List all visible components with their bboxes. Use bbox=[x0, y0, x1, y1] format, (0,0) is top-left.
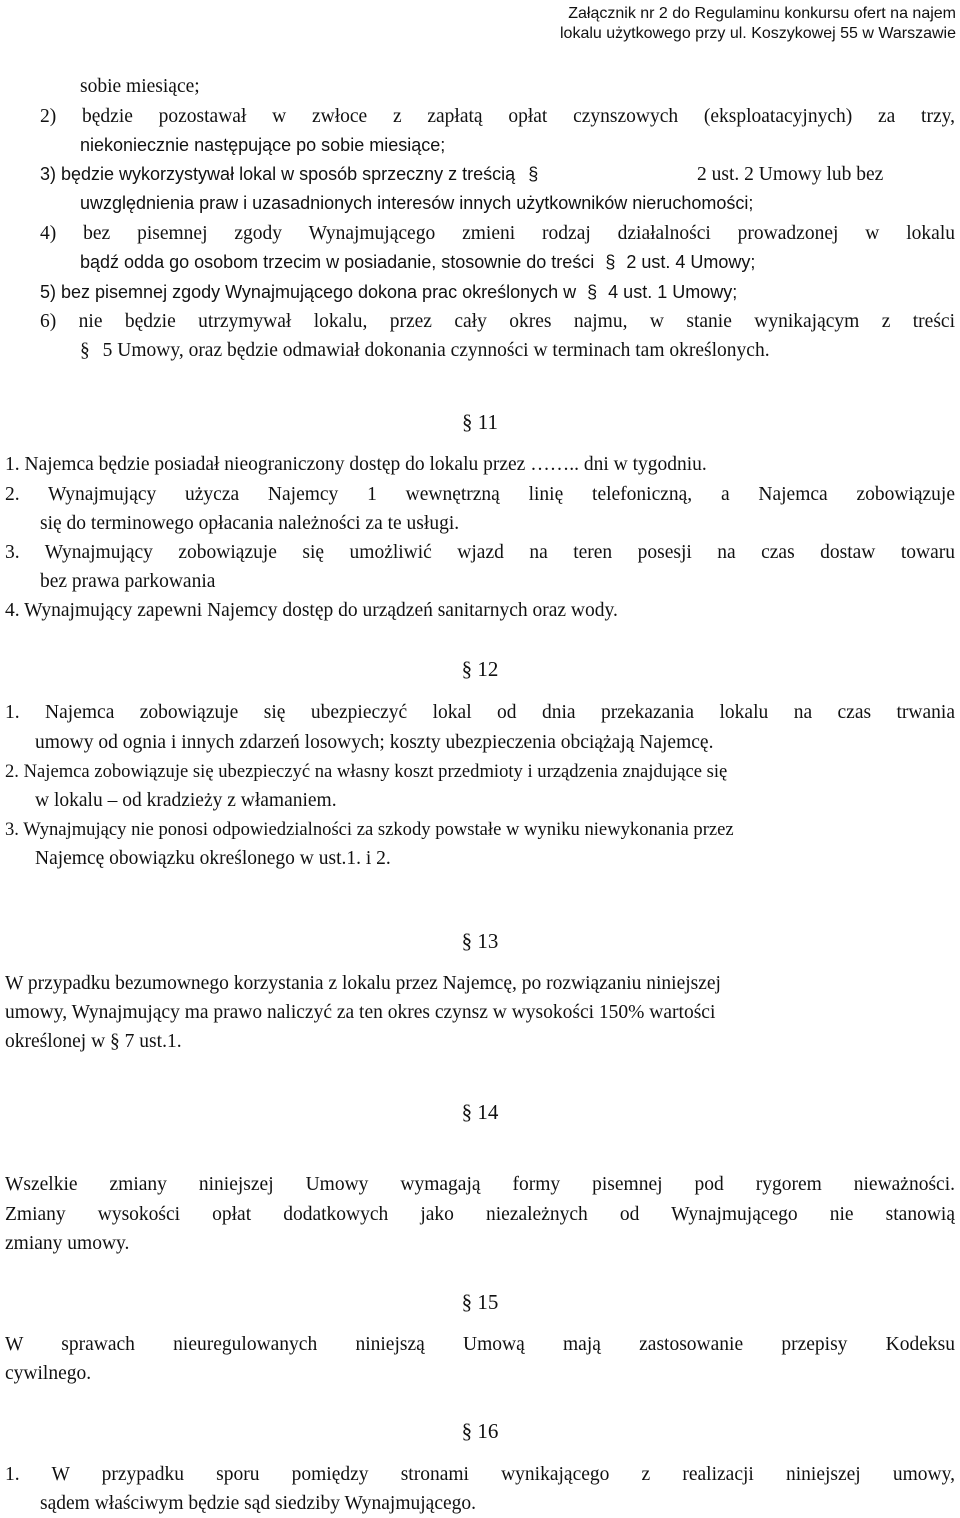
section-14-heading: § 14 bbox=[461, 1100, 499, 1124]
section-13-line-2: umowy, Wynajmujący ma prawo naliczyć za ten okres czynsz w wysokości 150% wartości bbox=[5, 1002, 716, 1023]
section-15-line-2: cywilnego. bbox=[5, 1363, 92, 1384]
section-16-item-1: 1. W przypadku sporu pomiędzy stronami wynikającego z realizacji niniejszej umowy, bbox=[5, 1464, 955, 1485]
list-item-4-continued: bądź odda go osobom trzecim w posiadanie, stosownie do treści § 2 ust. 4 Umowy; bbox=[80, 252, 756, 272]
list-item-6: 6) nie będzie utrzymywał lokalu, przez cały okres najmu, w stanie wynikającym z treści bbox=[40, 311, 955, 332]
list-item-2-continued: niekoniecznie następujące po sobie miesiące; bbox=[80, 135, 446, 155]
list-item-3: 3) będzie wykorzystywał lokal w sposób sprzeczny z treścią § bbox=[40, 164, 539, 184]
list-item-1-continued: sobie miesiące; bbox=[80, 76, 200, 97]
section-13-heading: § 13 bbox=[461, 929, 499, 953]
section-sign-icon: § bbox=[605, 252, 616, 272]
section-sign-icon: § bbox=[80, 340, 90, 361]
section-12-heading: § 12 bbox=[461, 657, 499, 681]
section-11-item-2-continued: się do terminowego opłacania należności za te usługi. bbox=[40, 513, 460, 534]
section-11-item-4: 4. Wynajmujący zapewni Najemcy dostęp do urządzeń sanitarnych oraz wody. bbox=[5, 600, 618, 621]
section-12-item-2: 2. Najemca zobowiązuje się ubezpieczyć na własny koszt przedmioty i urządzenia znajdujące się bbox=[5, 761, 728, 782]
section-11-item-3-continued: bez prawa parkowania bbox=[40, 571, 216, 592]
section-14-line-1: Wszelkie zmiany niniejszej Umowy wymagają formy pisemnej pod rygorem nieważności. bbox=[5, 1174, 955, 1195]
list-item-3-ref: 2 ust. 2 Umowy lub bez bbox=[697, 164, 884, 185]
section-13-line-3: określonej w § 7 ust.1. bbox=[5, 1031, 182, 1052]
section-16-heading: § 16 bbox=[461, 1419, 499, 1443]
section-16-item-1-continued: sądem właściwym będzie sąd siedziby Wynajmującego. bbox=[40, 1493, 476, 1514]
list-item-5: 5) bez pisemnej zgody Wynajmującego dokona prac określonych w § 4 ust. 1 Umowy; bbox=[40, 282, 738, 302]
header-line-1: Załącznik nr 2 do Regulaminu konkursu ofert na najem bbox=[568, 5, 956, 22]
section-11-item-2: 2. Wynajmujący użycza Najemcy 1 wewnętrzną linię telefoniczną, a Najemca zobowiązuje bbox=[5, 484, 955, 505]
list-item-4: 4) bez pisemnej zgody Wynajmującego zmieni rodzaj działalności prowadzonej w lokalu bbox=[40, 223, 955, 244]
list-item-2: 2) będzie pozostawał w zwłoce z zapłatą opłat czynszowych (eksploatacyjnych) za trzy, bbox=[40, 106, 955, 127]
section-12-item-1-continued: umowy od ognia i innych zdarzeń losowych; koszty ubezpieczenia obciążają Najemcę. bbox=[35, 732, 714, 753]
section-12-item-3: 3. Wynajmujący nie ponosi odpowiedzialności za szkody powstałe w wyniku niewykonania przez bbox=[5, 819, 734, 840]
section-13-line-1: W przypadku bezumownego korzystania z lokalu przez Najemcę, po rozwiązaniu niniejszej bbox=[5, 973, 721, 994]
section-11-heading: § 11 bbox=[462, 410, 498, 434]
section-12-item-2-continued: w lokalu – od kradzieży z włamaniem. bbox=[35, 790, 337, 811]
section-12-item-1: 1. Najemca zobowiązuje się ubezpieczyć lokal od dnia przekazania lokalu na czas trwania bbox=[5, 702, 955, 723]
list-item-3-continued: uwzględnienia praw i uzasadnionych interesów innych użytkowników nieruchomości; bbox=[80, 193, 754, 213]
page-header bbox=[560, 4, 956, 44]
section-15-line-1: W sprawach nieuregulowanych niniejszą Umową mają zastosowanie przepisy Kodeksu bbox=[5, 1334, 955, 1355]
section-15-heading: § 15 bbox=[461, 1290, 499, 1314]
section-sign-icon: § bbox=[587, 282, 598, 302]
section-11-item-1: 1. Najemca będzie posiadał nieograniczony dostęp do lokalu przez …….. dni w tygodniu. bbox=[5, 454, 707, 475]
section-12-item-3-continued: Najemcę obowiązku określonego w ust.1. i 2. bbox=[35, 848, 391, 869]
header-line-2: lokalu użytkowego przy ul. Koszykowej 55 w Warszawie bbox=[559, 25, 956, 42]
section-14-line-2: Zmiany wysokości opłat dodatkowych jako niezależnych od Wynajmującego nie stanowią bbox=[5, 1204, 955, 1225]
list-item-6-continued: § 5 Umowy, oraz będzie odmawiał dokonania czynności w terminach tam określonych. bbox=[80, 340, 770, 361]
section-11-item-3: 3. Wynajmujący zobowiązuje się umożliwić wjazd na teren posesji na czas dostaw towaru bbox=[5, 542, 955, 563]
section-14-line-3: zmiany umowy. bbox=[5, 1233, 130, 1254]
section-sign-icon: § bbox=[528, 164, 539, 184]
